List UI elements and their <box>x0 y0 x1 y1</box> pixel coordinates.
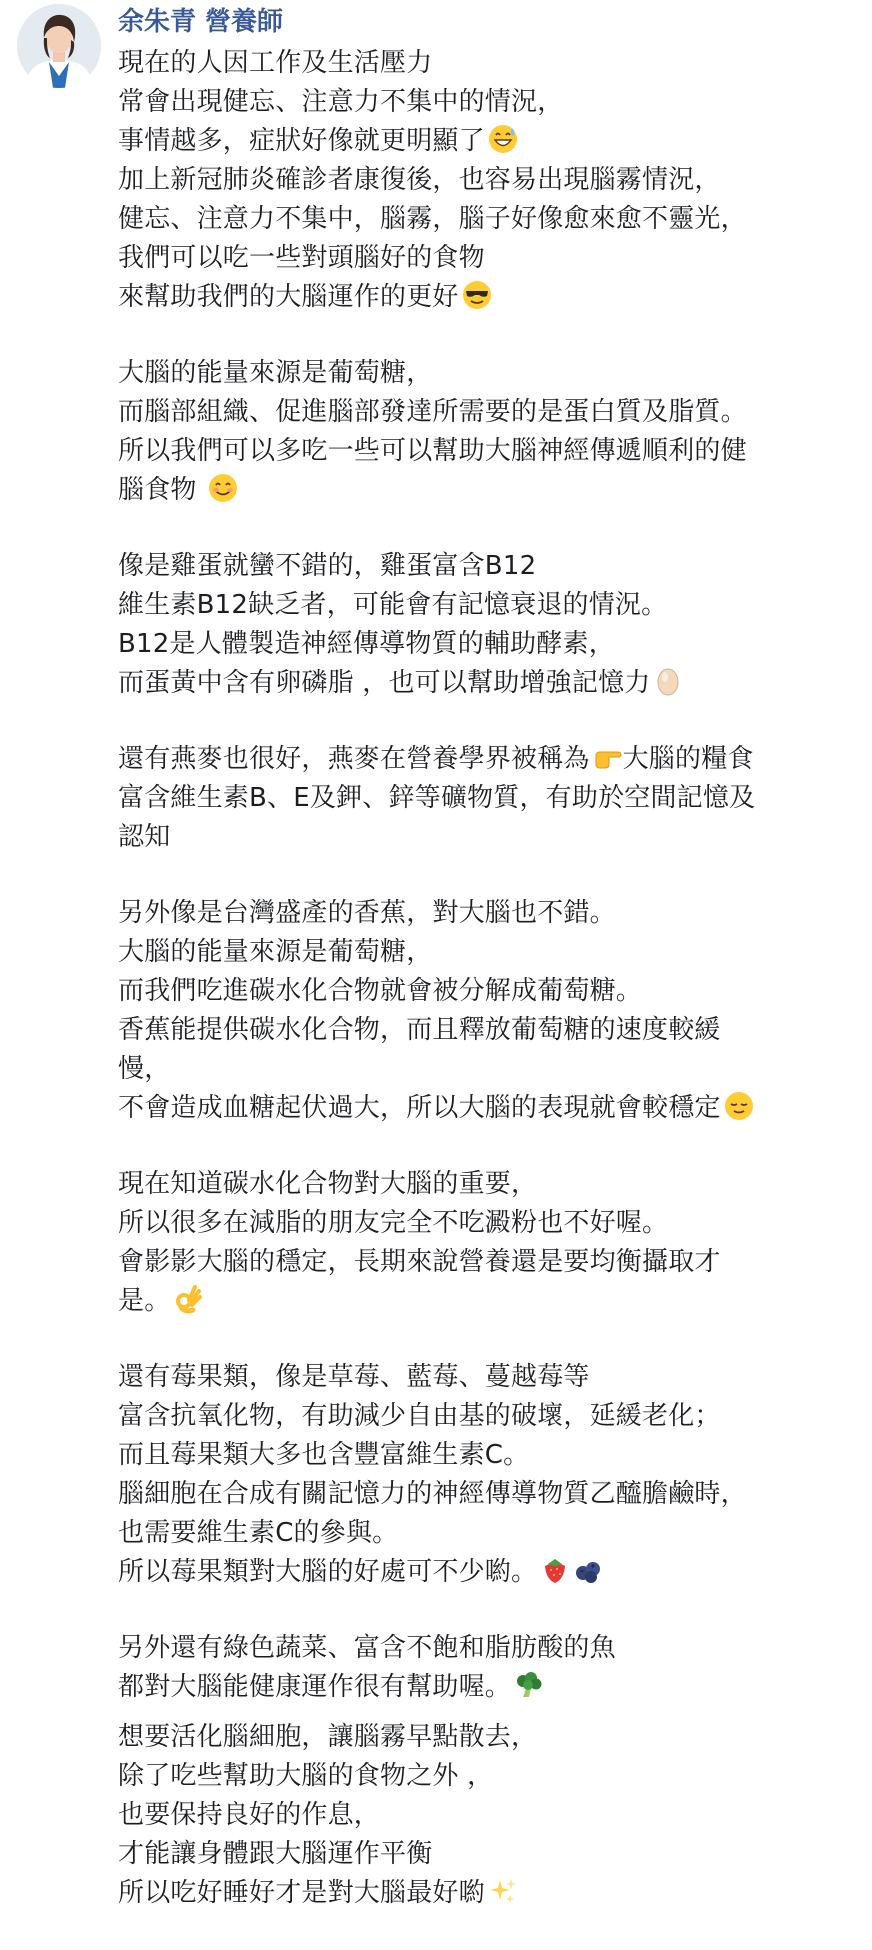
post-line <box>118 471 858 510</box>
post-line <box>118 1089 858 1128</box>
post-line-text: 而我們吃進碳水化合物就會被分解成葡萄糖。 <box>118 976 643 1006</box>
pointing-right-emoji <box>593 742 623 772</box>
post-line <box>118 1050 858 1089</box>
post-line <box>118 1475 858 1514</box>
post-line-text: B12是人體製造神經傳導物質的輔助酵素， <box>118 629 615 659</box>
post-line <box>118 1874 858 1913</box>
post-paragraph <box>118 547 858 703</box>
post-line-text: 另外還有綠色蔬菜、富含不飽和脂肪酸的魚 <box>118 1633 616 1663</box>
post-line <box>118 1553 858 1592</box>
strawberry-emoji <box>540 1555 570 1585</box>
post-line <box>118 1358 858 1397</box>
post-line <box>118 1757 858 1796</box>
post-line-text: 慢， <box>118 1054 171 1084</box>
post-line-text: 所以我們可以多吃一些可以幫助大腦神經傳遞順利的健 <box>118 436 747 466</box>
post-paragraph <box>118 1358 858 1592</box>
post-line <box>118 1668 858 1707</box>
post-line <box>118 818 858 857</box>
avatar[interactable] <box>17 4 101 88</box>
post-line-text: 加上新冠肺炎確診者康復後，也容易出現腦霧情況， <box>118 165 721 195</box>
post-line-text: 都對大腦能健康運作很有幫助喔。 <box>118 1672 512 1702</box>
post-line-text: 腦細胞在合成有關記憶力的神經傳導物質乙醯膽鹼時， <box>118 1479 747 1509</box>
post-line <box>118 432 858 471</box>
post-line <box>118 1436 858 1475</box>
post-line-text: 富含維生素B、E及鉀、鋅等礦物質，有助於空間記憶及 <box>118 783 756 813</box>
broccoli-emoji <box>514 1670 544 1700</box>
post-line-text: 也需要維生素C的參與。 <box>118 1518 399 1548</box>
post-line <box>118 1835 858 1874</box>
post-line-text: 才能讓身體跟大腦運作平衡 <box>118 1839 433 1869</box>
relieved-face-emoji <box>724 1091 754 1121</box>
post-line-text: 另外像是台灣盛產的香蕉，對大腦也不錯。 <box>118 898 616 928</box>
post-line-text: 富含抗氧化物，有助減少自由基的破壞，延緩老化； <box>118 1401 721 1431</box>
post-line-text: 還有莓果類，像是草莓、藍莓、蔓越莓等 <box>118 1362 590 1392</box>
post-text <box>118 44 858 1950</box>
post-line <box>118 1204 858 1243</box>
post-line <box>118 1282 858 1321</box>
post-paragraph <box>118 1629 858 1707</box>
post-line <box>118 239 858 278</box>
post-paragraph <box>118 44 858 317</box>
egg-emoji <box>653 666 683 696</box>
post-line <box>118 547 858 586</box>
post-line <box>118 1243 858 1282</box>
post-line <box>118 122 858 161</box>
post-line-text: 認知 <box>118 822 171 852</box>
post-paragraph <box>118 354 858 510</box>
smiling-face-emoji <box>208 473 238 503</box>
post-line-text: 現在的人因工作及生活壓力 <box>118 48 433 78</box>
post-line-text: 而蛋黃中含有卵磷脂 ，也可以幫助增強記憶力 <box>118 668 651 698</box>
post-line-text: 所以很多在減脂的朋友完全不吃澱粉也不好喔。 <box>118 1208 669 1238</box>
post-line-text: 大腦的糧食 <box>622 744 754 774</box>
post-paragraph <box>118 740 858 857</box>
ok-hand-emoji <box>173 1284 203 1314</box>
post-line <box>118 894 858 933</box>
post-line <box>118 1397 858 1436</box>
post-line <box>118 278 858 317</box>
post-paragraph <box>118 894 858 1128</box>
post-line-text: 也要保持良好的作息， <box>118 1800 381 1830</box>
post-line-text: 事情越多，症狀好像就更明顯了 <box>118 126 485 156</box>
post-line <box>118 664 858 703</box>
post-line-text: 我們可以吃一些對頭腦好的食物 <box>118 243 485 273</box>
sparkles-emoji <box>488 1876 518 1906</box>
post-line <box>118 740 858 779</box>
post-line <box>118 779 858 818</box>
post-line-text: 常會出現健忘、注意力不集中的情況， <box>118 87 564 117</box>
post-line <box>118 44 858 83</box>
post-line <box>118 83 858 122</box>
post-line <box>118 1514 858 1553</box>
post-line-text: 大腦的能量來源是葡萄糖， <box>118 937 433 967</box>
post-line-text: 所以莓果類對大腦的好處可不少喲。 <box>118 1557 538 1587</box>
post-paragraph <box>118 1718 858 1913</box>
post-line-text: 除了吃些幫助大腦的食物之外 ， <box>118 1761 494 1791</box>
post-line-text: 不會造成血糖起伏過大，所以大腦的表現就會較穩定 <box>118 1093 721 1123</box>
post-line-text: 健忘、注意力不集中，腦霧，腦子好像愈來愈不靈光， <box>118 204 747 234</box>
post-line-text: 來幫助我們的大腦運作的更好 <box>118 282 459 312</box>
post-line <box>118 1011 858 1050</box>
blueberries-emoji <box>573 1555 603 1585</box>
post-paragraph <box>118 1165 858 1321</box>
post-line <box>118 1165 858 1204</box>
post-line <box>118 625 858 664</box>
post-line <box>118 161 858 200</box>
post-line <box>118 972 858 1011</box>
post-line-text: 是。 <box>118 1286 171 1316</box>
post-line <box>118 1718 858 1757</box>
post-line <box>118 1796 858 1835</box>
post-line-text: 會影影大腦的穩定，長期來說營養還是要均衡攝取才 <box>118 1247 721 1277</box>
post-line-text: 現在知道碳水化合物對大腦的重要， <box>118 1169 538 1199</box>
post-line-text: 維生素B12缺乏者，可能會有記憶衰退的情況。 <box>118 590 668 620</box>
author-name[interactable]: 余朱青 營養師 <box>118 7 284 37</box>
post-line <box>118 354 858 393</box>
post-line-text: 而腦部組織、促進腦部發達所需要的是蛋白質及脂質。 <box>118 397 747 427</box>
post-line <box>118 933 858 972</box>
grinning-sweat-emoji <box>488 124 518 154</box>
post-line-text: 還有燕麥也很好，燕麥在營養學界被稱為 <box>118 744 590 774</box>
post-line <box>118 393 858 432</box>
post-line-text: 而且莓果類大多也含豐富維生素C。 <box>118 1440 530 1470</box>
post-line <box>118 200 858 239</box>
post-line-text: 像是雞蛋就蠻不錯的，雞蛋富含B12 <box>118 551 537 581</box>
post-line-text: 腦食物 <box>118 475 206 505</box>
post-line-text: 想要活化腦細胞，讓腦霧早點散去， <box>118 1722 538 1752</box>
post-line <box>118 586 858 625</box>
post-line-text: 所以吃好睡好才是對大腦最好喲 <box>118 1878 485 1908</box>
post-line-text: 香蕉能提供碳水化合物，而且釋放葡萄糖的速度較緩 <box>118 1015 721 1045</box>
sunglasses-emoji <box>462 280 492 310</box>
post-line-text: 大腦的能量來源是葡萄糖， <box>118 358 433 388</box>
post-line <box>118 1629 858 1668</box>
